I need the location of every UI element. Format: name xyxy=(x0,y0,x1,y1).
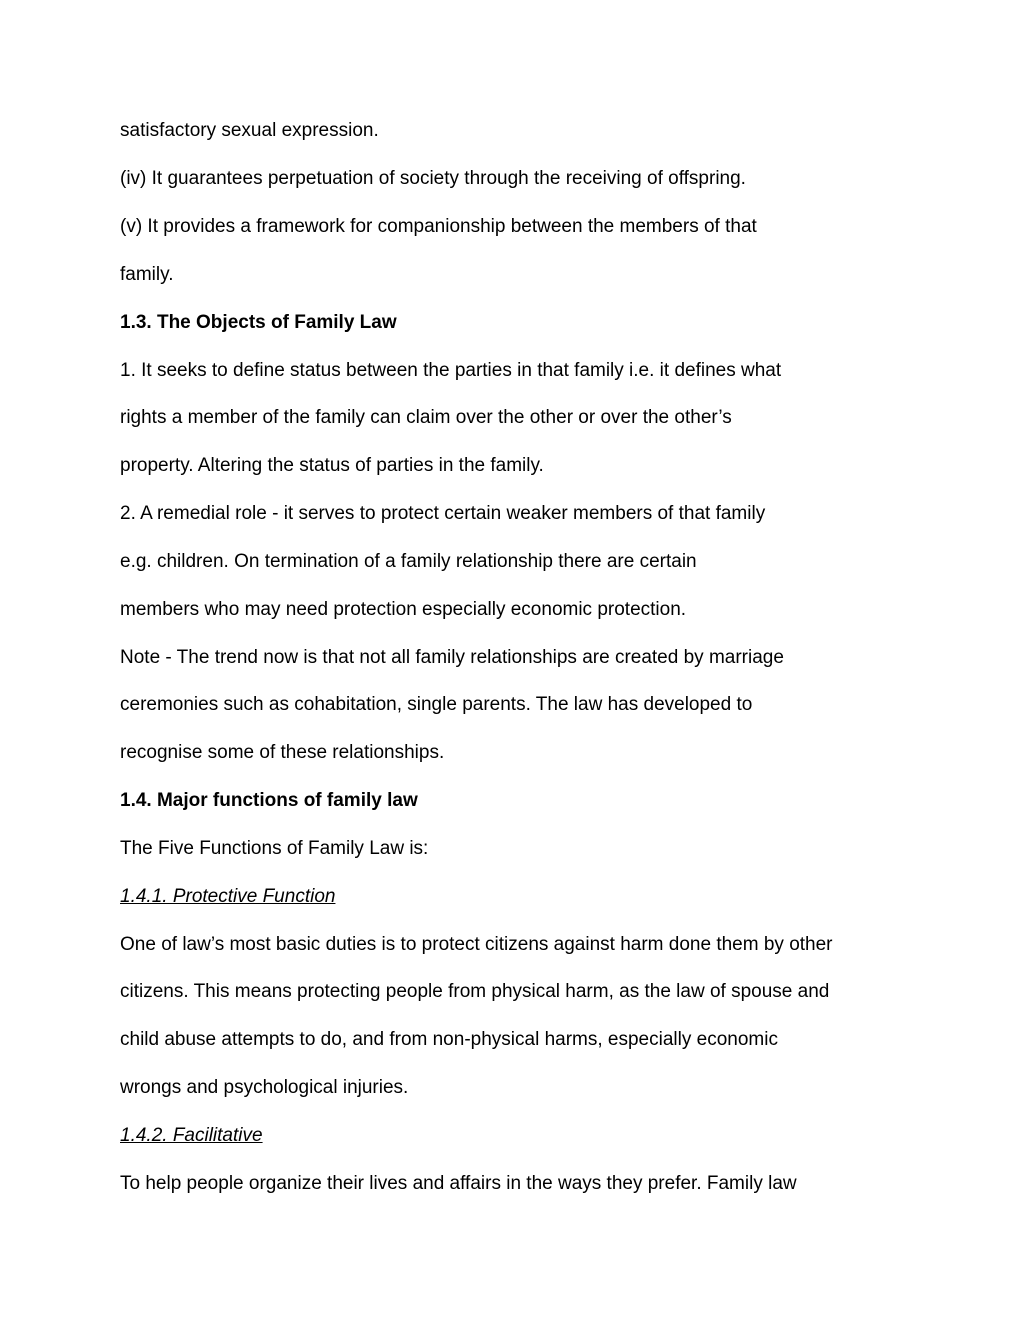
section-heading-objects: 1.3. The Objects of Family Law xyxy=(120,312,397,333)
body-text-line: The Five Functions of Family Law is: xyxy=(120,838,429,859)
list-item-v: (v) It provides a framework for companionship between the members of that xyxy=(120,216,757,237)
body-text-line: members who may need protection especially economic protection. xyxy=(120,599,687,620)
section-heading-functions: 1.4. Major functions of family law xyxy=(120,790,418,811)
body-text-line: property. Altering the status of parties in the family. xyxy=(120,455,544,476)
body-text-line: One of law’s most basic duties is to protect citizens against harm done them by other xyxy=(120,934,833,955)
body-text-line: rights a member of the family can claim over the other or over the other’s xyxy=(120,407,732,428)
note-text: Note - The trend now is that not all family relationships are created by marriage xyxy=(120,647,784,668)
body-text-line: wrongs and psychological injuries. xyxy=(120,1077,409,1098)
objects-item-1: 1. It seeks to define status between the parties in that family i.e. it defines what xyxy=(120,360,782,381)
subheading-facilitative: 1.4.2. Facilitative xyxy=(120,1125,263,1146)
body-text-line: To help people organize their lives and affairs in the ways they prefer. Family law xyxy=(120,1173,797,1194)
body-text-line: satisfactory sexual expression. xyxy=(120,120,379,141)
body-text-line: recognise some of these relationships. xyxy=(120,742,445,763)
body-text-line: e.g. children. On termination of a family relationship there are certain xyxy=(120,551,697,572)
body-text-line: citizens. This means protecting people from physical harm, as the law of spouse and xyxy=(120,981,830,1002)
objects-item-2: 2. A remedial role - it serves to protect certain weaker members of that family xyxy=(120,503,766,524)
subheading-protective: 1.4.1. Protective Function xyxy=(120,886,336,907)
list-item-iv: (iv) It guarantees perpetuation of society through the receiving of offspring. xyxy=(120,168,746,189)
body-text-line: family. xyxy=(120,264,174,285)
body-text-line: child abuse attempts to do, and from non-physical harms, especially economic xyxy=(120,1029,778,1050)
body-text-line: ceremonies such as cohabitation, single parents. The law has developed to xyxy=(120,694,753,715)
